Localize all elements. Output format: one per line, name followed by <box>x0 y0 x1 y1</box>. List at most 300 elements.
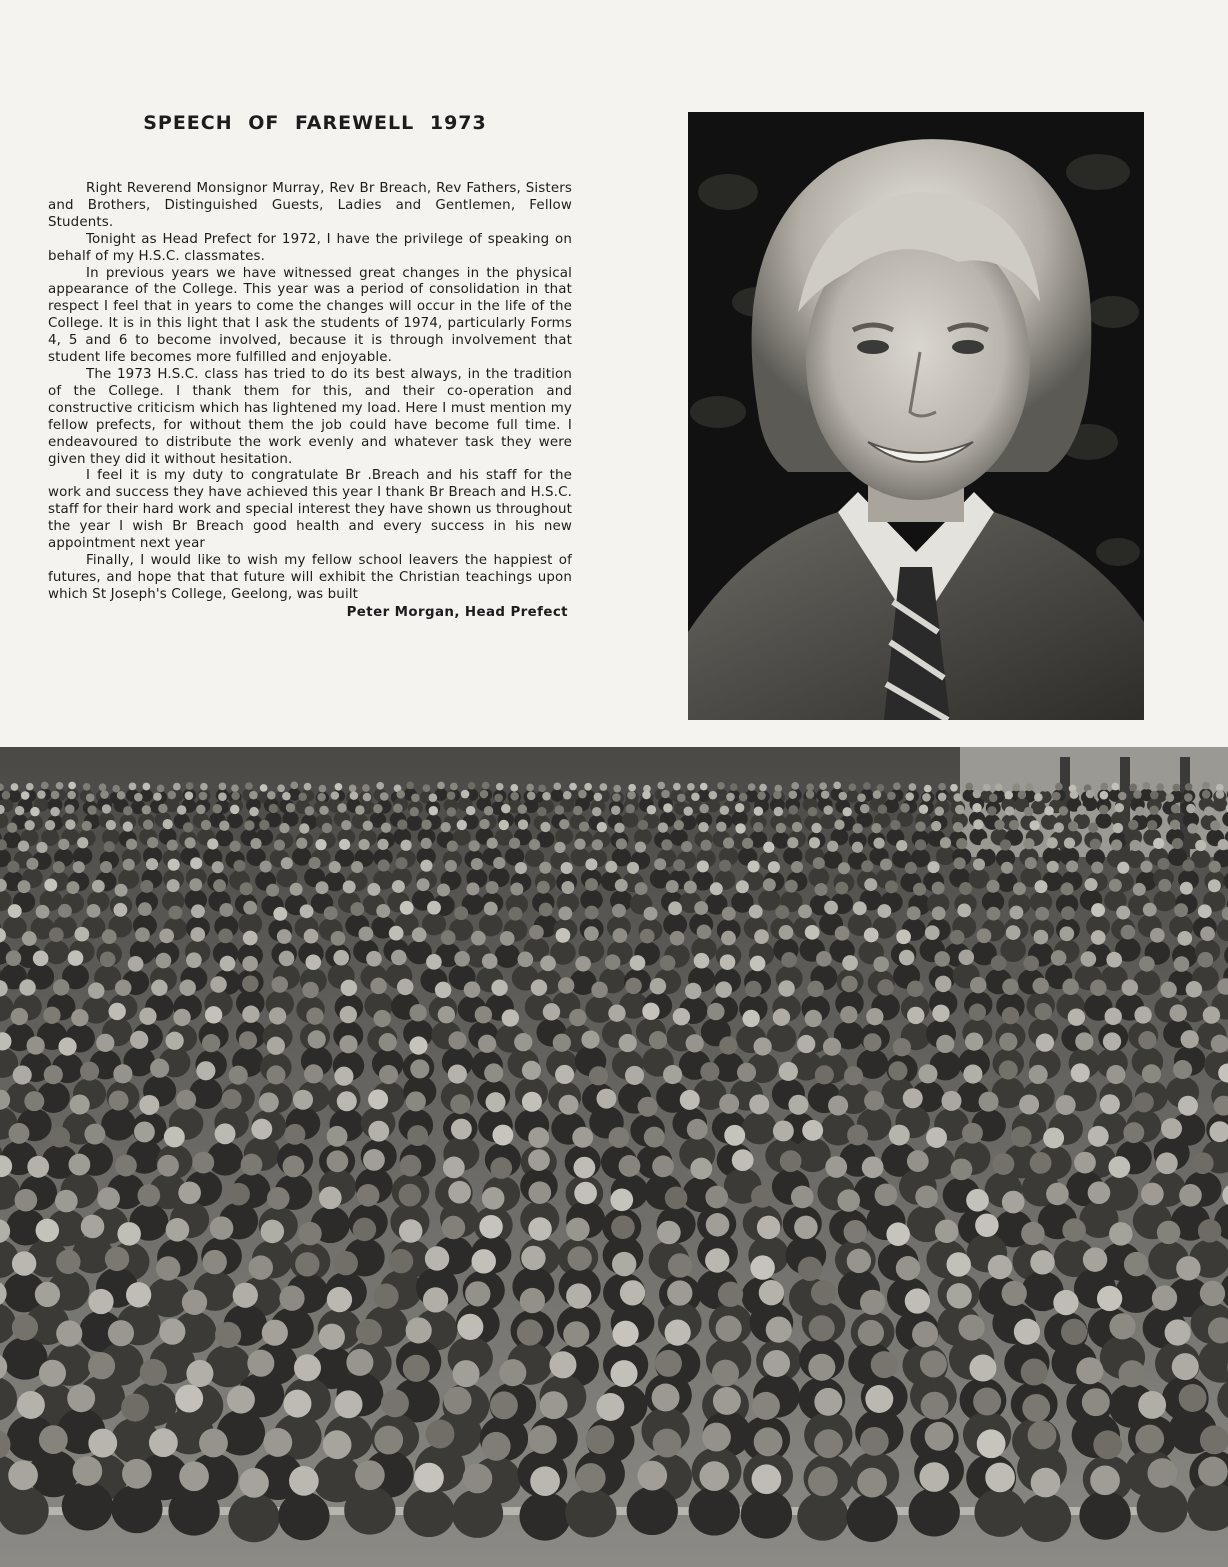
crowd-head <box>100 861 112 873</box>
crowd-head <box>337 803 346 812</box>
crowd-head <box>873 838 884 849</box>
crowd-head <box>864 878 877 891</box>
crowd-head <box>915 821 925 831</box>
article-title: SPEECH OF FAREWELL 1973 <box>143 112 487 134</box>
crowd-head <box>18 840 29 851</box>
crowd-head <box>750 1255 774 1279</box>
crowd-head <box>1133 883 1146 896</box>
crowd-head <box>655 1350 682 1377</box>
crowd-head <box>421 820 431 830</box>
crowd-head <box>649 1031 667 1049</box>
crowd-head <box>518 819 528 829</box>
crowd-head <box>991 955 1007 971</box>
crowd-head <box>612 1252 636 1276</box>
crowd-head <box>528 1149 550 1171</box>
crowd-head <box>558 977 575 994</box>
crowd-head <box>594 793 603 802</box>
crowd-head <box>791 1186 814 1209</box>
crowd-head <box>609 1127 630 1148</box>
crowd-head <box>726 793 735 802</box>
crowd-head <box>827 841 838 852</box>
crowd-head <box>400 901 414 915</box>
crowd-head <box>1066 860 1078 872</box>
crowd-head <box>373 804 382 813</box>
crowd-head <box>329 861 341 873</box>
crowd-head <box>1198 1457 1228 1487</box>
crowd-head <box>469 840 480 851</box>
crowd-head <box>1108 1156 1130 1178</box>
crowd-head <box>540 956 556 972</box>
crowd-head <box>337 1091 357 1111</box>
crowd-head <box>43 1007 60 1024</box>
crowd-head <box>779 1062 798 1081</box>
crowd-head <box>494 794 503 803</box>
crowd-head <box>1052 792 1061 801</box>
crowd-head <box>486 1092 506 1112</box>
crowd-head <box>44 1065 63 1084</box>
crowd-head <box>426 1420 455 1449</box>
crowd-head <box>1138 1391 1166 1419</box>
crowd-head <box>466 806 475 815</box>
crowd-head <box>240 882 253 895</box>
crowd-head <box>610 1360 637 1387</box>
crowd-head <box>736 880 749 893</box>
crowd-head <box>407 1125 428 1146</box>
crowd-head <box>1090 1465 1120 1495</box>
crowd-head <box>173 783 181 791</box>
crowd-head <box>298 1222 322 1246</box>
paragraph-changes: In previous years we have witnessed great changes in the physical appearance of the College. This year was a period of consolidation in that respect I feel that in years to come the changes will occur in the life of the College. It is in this light that I ask the students of 1974, particularly Forms 4, 5 and 6 to become involved, because it is through involvement that student life becomes more fulfilled and enjoyable. <box>48 265 572 366</box>
crowd-head <box>1062 979 1079 996</box>
crowd-head <box>932 906 946 920</box>
crowd-head <box>1147 1458 1177 1488</box>
crowd-head <box>450 1094 470 1114</box>
crowd-head <box>628 784 636 792</box>
crowd-head <box>896 1256 920 1280</box>
crowd-head <box>267 791 276 800</box>
crowd-head <box>973 819 983 829</box>
crowd-head <box>112 785 120 793</box>
crowd-head <box>227 1183 250 1206</box>
crowd-head <box>26 783 34 791</box>
crowd-head <box>461 790 470 799</box>
crowd-head <box>860 1427 889 1456</box>
crowd-head <box>83 783 91 791</box>
crowd-head <box>1061 1319 1087 1345</box>
crowd-head <box>304 783 312 791</box>
crowd-head <box>625 978 642 995</box>
crowd-head <box>1130 840 1141 851</box>
crowd-head <box>109 1003 126 1020</box>
crowd-head <box>993 1153 1015 1175</box>
crowd-head <box>730 783 738 791</box>
crowd-head <box>220 956 236 972</box>
crowd-head <box>950 930 965 945</box>
crowd-head <box>877 979 894 996</box>
crowd-head <box>576 1463 606 1493</box>
crowd-head <box>153 792 162 801</box>
crowd-head <box>346 1349 373 1376</box>
crowd-head <box>1088 1126 1109 1147</box>
crowd-head <box>6 950 22 966</box>
crowd-head <box>816 951 832 967</box>
crowd-head <box>355 805 364 814</box>
crowd-head <box>33 951 49 967</box>
crowd-head <box>36 1219 60 1243</box>
crowd-head <box>893 782 901 790</box>
crowd-head <box>274 840 285 851</box>
crowd-head <box>376 782 384 790</box>
crowd-head <box>400 1155 422 1177</box>
crowd-head <box>331 931 346 946</box>
crowd-head <box>754 1427 783 1456</box>
crowd-head <box>853 823 863 833</box>
crowd-head <box>977 1429 1006 1458</box>
crowd-head <box>521 1246 545 1270</box>
crowd-head <box>1139 956 1155 972</box>
crowd-head <box>1024 807 1033 816</box>
crowd-head <box>905 862 917 874</box>
crowd-head <box>987 907 1001 921</box>
crowd-head <box>578 790 587 799</box>
crowd-head <box>261 1220 285 1244</box>
crowd-head <box>1090 980 1107 997</box>
crowd-head <box>686 1034 704 1052</box>
crowd-head <box>293 1090 313 1110</box>
crowd-body <box>551 789 564 802</box>
crowd-head <box>809 1315 835 1341</box>
crowd-head <box>490 1391 518 1419</box>
crowd-head <box>215 1322 241 1348</box>
crowd-head <box>448 1065 467 1084</box>
crowd-head <box>1023 956 1039 972</box>
crowd-head <box>183 822 193 832</box>
crowd-head <box>185 837 196 848</box>
crowd-head <box>563 791 572 800</box>
crowd-head <box>263 1428 292 1457</box>
crowd-head <box>296 838 307 849</box>
crowd-head <box>653 1429 682 1458</box>
crowd-head <box>699 804 708 813</box>
crowd-head <box>213 804 222 813</box>
crowd-head <box>442 1216 466 1240</box>
crowd-head <box>421 838 432 849</box>
crowd-head <box>243 931 258 946</box>
crowd-head <box>362 784 370 792</box>
crowd-head <box>752 1392 780 1420</box>
crowd-head <box>242 956 258 972</box>
crowd-head <box>735 823 745 833</box>
crowd-head <box>749 1094 769 1114</box>
crowd-head <box>282 792 291 801</box>
crowd-head <box>1029 820 1039 830</box>
crowd-head <box>858 1320 884 1346</box>
crowd-head <box>1019 1095 1039 1115</box>
crowd-head <box>359 926 374 941</box>
crowd-head <box>290 883 303 896</box>
crowd-head <box>781 952 797 968</box>
crowd-head <box>327 1150 349 1172</box>
crowd-head <box>625 804 634 813</box>
crowd-head <box>745 981 762 998</box>
crowd-head <box>668 1253 692 1277</box>
crowd-head <box>343 880 356 893</box>
crowd-head <box>339 1035 357 1053</box>
crowd-head <box>138 1184 161 1207</box>
crowd-head <box>742 1010 759 1027</box>
crowd-head <box>977 928 992 943</box>
crowd-head <box>1002 1191 1025 1214</box>
crowd-head <box>212 861 224 873</box>
crowd-head <box>934 951 950 967</box>
crowd-head <box>567 1246 591 1270</box>
crowd-head <box>1111 839 1122 850</box>
crowd-head <box>1018 791 1027 800</box>
crowd-head <box>210 976 227 993</box>
crowd-head <box>122 1459 152 1489</box>
crowd-head <box>935 1220 959 1244</box>
crowd-head <box>437 782 445 790</box>
crowd-head <box>556 928 571 943</box>
crowd-head <box>697 924 712 939</box>
crowd-head <box>126 1282 151 1307</box>
crowd-head <box>102 929 117 944</box>
crowd-head <box>1091 862 1103 874</box>
crowd-head <box>1150 928 1165 943</box>
crowd-head <box>981 838 992 849</box>
crowd-head <box>397 819 407 829</box>
crowd-head <box>146 858 158 870</box>
crowd-head <box>1029 1065 1048 1084</box>
crowd-head <box>638 820 648 830</box>
crowd-head <box>806 790 815 799</box>
crowd-head <box>298 792 307 801</box>
crowd-head <box>147 837 158 848</box>
crowd-head <box>319 1187 342 1210</box>
crowd-head <box>143 820 153 830</box>
crowd-head <box>522 1092 542 1112</box>
crowd-head <box>1046 1183 1069 1206</box>
crowd-head <box>1076 1357 1103 1384</box>
crowd-head <box>575 956 591 972</box>
crowd-head <box>542 792 551 801</box>
crowd-head <box>813 857 825 869</box>
crowd-head <box>907 1007 924 1024</box>
crowd-head <box>335 1390 363 1418</box>
crowd-head <box>279 1286 304 1311</box>
crowd-head <box>351 861 363 873</box>
crowd-head <box>835 926 850 941</box>
crowd-head <box>1088 823 1098 833</box>
crowd-head <box>642 1003 659 1020</box>
crowd-head <box>290 781 298 789</box>
crowd-head <box>150 1059 169 1078</box>
crowd-head <box>366 951 382 967</box>
crowd-head <box>41 782 49 790</box>
crowd-head <box>657 782 665 790</box>
crowd-head <box>559 1095 579 1115</box>
crowd-head <box>135 927 150 942</box>
crowd-head <box>126 839 137 850</box>
crowd-head <box>411 794 420 803</box>
crowd-head <box>912 1321 938 1347</box>
crowd-head <box>294 1354 321 1381</box>
crowd-head <box>987 806 996 815</box>
crowd-head <box>96 1034 114 1052</box>
paragraph-greeting: Right Reverend Monsignor Murray, Rev Br Breach, Rev Fathers, Sisters and Brothers, Distinguished Guests, Ladies and Gentlemen, Fellow Students. <box>48 181 572 230</box>
crowd-head <box>754 1037 772 1055</box>
crowd-head <box>681 841 692 852</box>
crowd-head <box>239 1468 269 1498</box>
crowd-head <box>143 783 151 791</box>
crowd-head <box>903 1088 923 1108</box>
crowd-head <box>963 1064 982 1083</box>
crowd-head <box>706 1213 730 1237</box>
crowd-head <box>53 861 65 873</box>
crowd-head <box>363 1149 385 1171</box>
crowd-head <box>1134 1092 1154 1112</box>
crowd-head <box>907 906 921 920</box>
crowd-head <box>569 1009 586 1026</box>
crowd-head <box>973 858 985 870</box>
crowd-head <box>808 807 817 816</box>
crowd-head <box>938 793 947 802</box>
crowd-head <box>835 882 848 895</box>
crowd-head <box>472 1249 496 1273</box>
crowd-head <box>1128 820 1138 830</box>
crowd-head <box>663 1065 682 1084</box>
crowd-head <box>670 931 685 946</box>
crowd-head <box>437 883 450 896</box>
crowd-head <box>808 1466 838 1496</box>
crowd-head <box>447 791 456 800</box>
crowd-head <box>1202 790 1211 799</box>
crowd-head <box>15 806 24 815</box>
crowd-head <box>414 1463 444 1493</box>
crowd-head <box>447 841 458 852</box>
paragraph-closing: Finally, I would like to wish my fellow school leavers the happiest of futures, and hope that that future will exhibit the Christian teachings upon which St Joseph's College, Geelong, was built <box>48 552 572 602</box>
crowd-head <box>75 927 90 942</box>
crowd-head <box>168 859 180 871</box>
crowd-head <box>250 838 261 849</box>
crowd-head <box>24 1091 44 1111</box>
crowd-head <box>608 1004 625 1021</box>
crowd-body <box>1079 1491 1130 1540</box>
crowd-head <box>885 880 898 893</box>
crowd-head <box>249 1255 273 1279</box>
crowd-head <box>1134 1006 1151 1023</box>
crowd-head <box>620 1280 645 1305</box>
crowd-body <box>622 812 638 827</box>
crowd-head <box>1028 1421 1057 1450</box>
crowd-head <box>844 1220 868 1244</box>
crowd-head <box>15 1189 38 1212</box>
crowd-head <box>754 929 769 944</box>
crowd-head <box>350 902 364 916</box>
crowd-head <box>65 804 74 813</box>
crowd-head <box>1176 1256 1200 1280</box>
crowd-body <box>797 1492 848 1541</box>
crowd-head <box>983 784 991 792</box>
crowd-head <box>475 1006 492 1023</box>
crowd-head <box>1075 1032 1093 1050</box>
crowd-head <box>702 1423 731 1452</box>
crowd-head <box>718 1282 743 1307</box>
crowd-head <box>100 790 109 799</box>
crowd-head <box>156 1256 180 1280</box>
crowd-head <box>395 857 407 869</box>
crowd-head <box>596 1393 624 1421</box>
crowd-head <box>1200 1281 1225 1306</box>
crowd-head <box>847 1124 868 1145</box>
crowd-head <box>11 783 19 791</box>
crowd-head <box>959 882 972 895</box>
crowd-head <box>443 1157 465 1179</box>
crowd-head <box>350 791 359 800</box>
crowd-head <box>425 1246 449 1270</box>
crowd-head <box>58 1037 76 1055</box>
crowd-head <box>857 1468 887 1498</box>
crowd-head <box>452 1360 479 1387</box>
crowd-head <box>490 1157 512 1179</box>
crowd-head <box>480 790 489 799</box>
crowd-head <box>128 956 144 972</box>
crowd-head <box>378 859 390 871</box>
crowd-head <box>219 783 227 791</box>
crowd-head <box>979 1092 999 1112</box>
crowd-head <box>834 820 844 830</box>
crowd-head <box>522 1061 541 1080</box>
crowd-head <box>988 1255 1012 1279</box>
crowd-head <box>374 1426 403 1455</box>
crowd-head <box>674 820 684 830</box>
crowd-head <box>515 862 527 874</box>
crowd-head <box>838 862 850 874</box>
crowd-head <box>309 857 321 869</box>
crowd-head <box>168 906 182 920</box>
crowd-head <box>661 839 672 850</box>
crowd-head <box>719 1036 737 1054</box>
crowd-head <box>823 805 832 814</box>
crowd-head <box>441 930 456 945</box>
crowd-head <box>862 1156 884 1178</box>
crowd-head <box>654 858 666 870</box>
crowd-head <box>918 1064 937 1083</box>
crowd-head <box>279 951 295 967</box>
crowd-head <box>317 793 326 802</box>
crowd-head <box>451 1119 472 1140</box>
crowd-head <box>1022 1394 1050 1422</box>
crowd-body <box>846 790 859 803</box>
crowd-head <box>824 901 838 915</box>
crowd-head <box>440 822 450 832</box>
crowd-head <box>1059 806 1068 815</box>
crowd-head <box>1178 1096 1198 1116</box>
crowd-head <box>592 839 603 850</box>
crowd-body <box>452 1489 503 1538</box>
crowd-head <box>262 1320 288 1346</box>
crowd-head <box>1216 790 1225 799</box>
crowd-head <box>397 979 414 996</box>
crowd-head <box>919 805 928 814</box>
crowd-head <box>1071 1063 1090 1082</box>
crowd-head <box>51 791 60 800</box>
crowd-head <box>190 927 205 942</box>
crowd-head <box>1209 861 1221 873</box>
crowd-head <box>596 1089 616 1109</box>
crowd-head <box>1116 906 1130 920</box>
crowd-head <box>630 955 646 971</box>
